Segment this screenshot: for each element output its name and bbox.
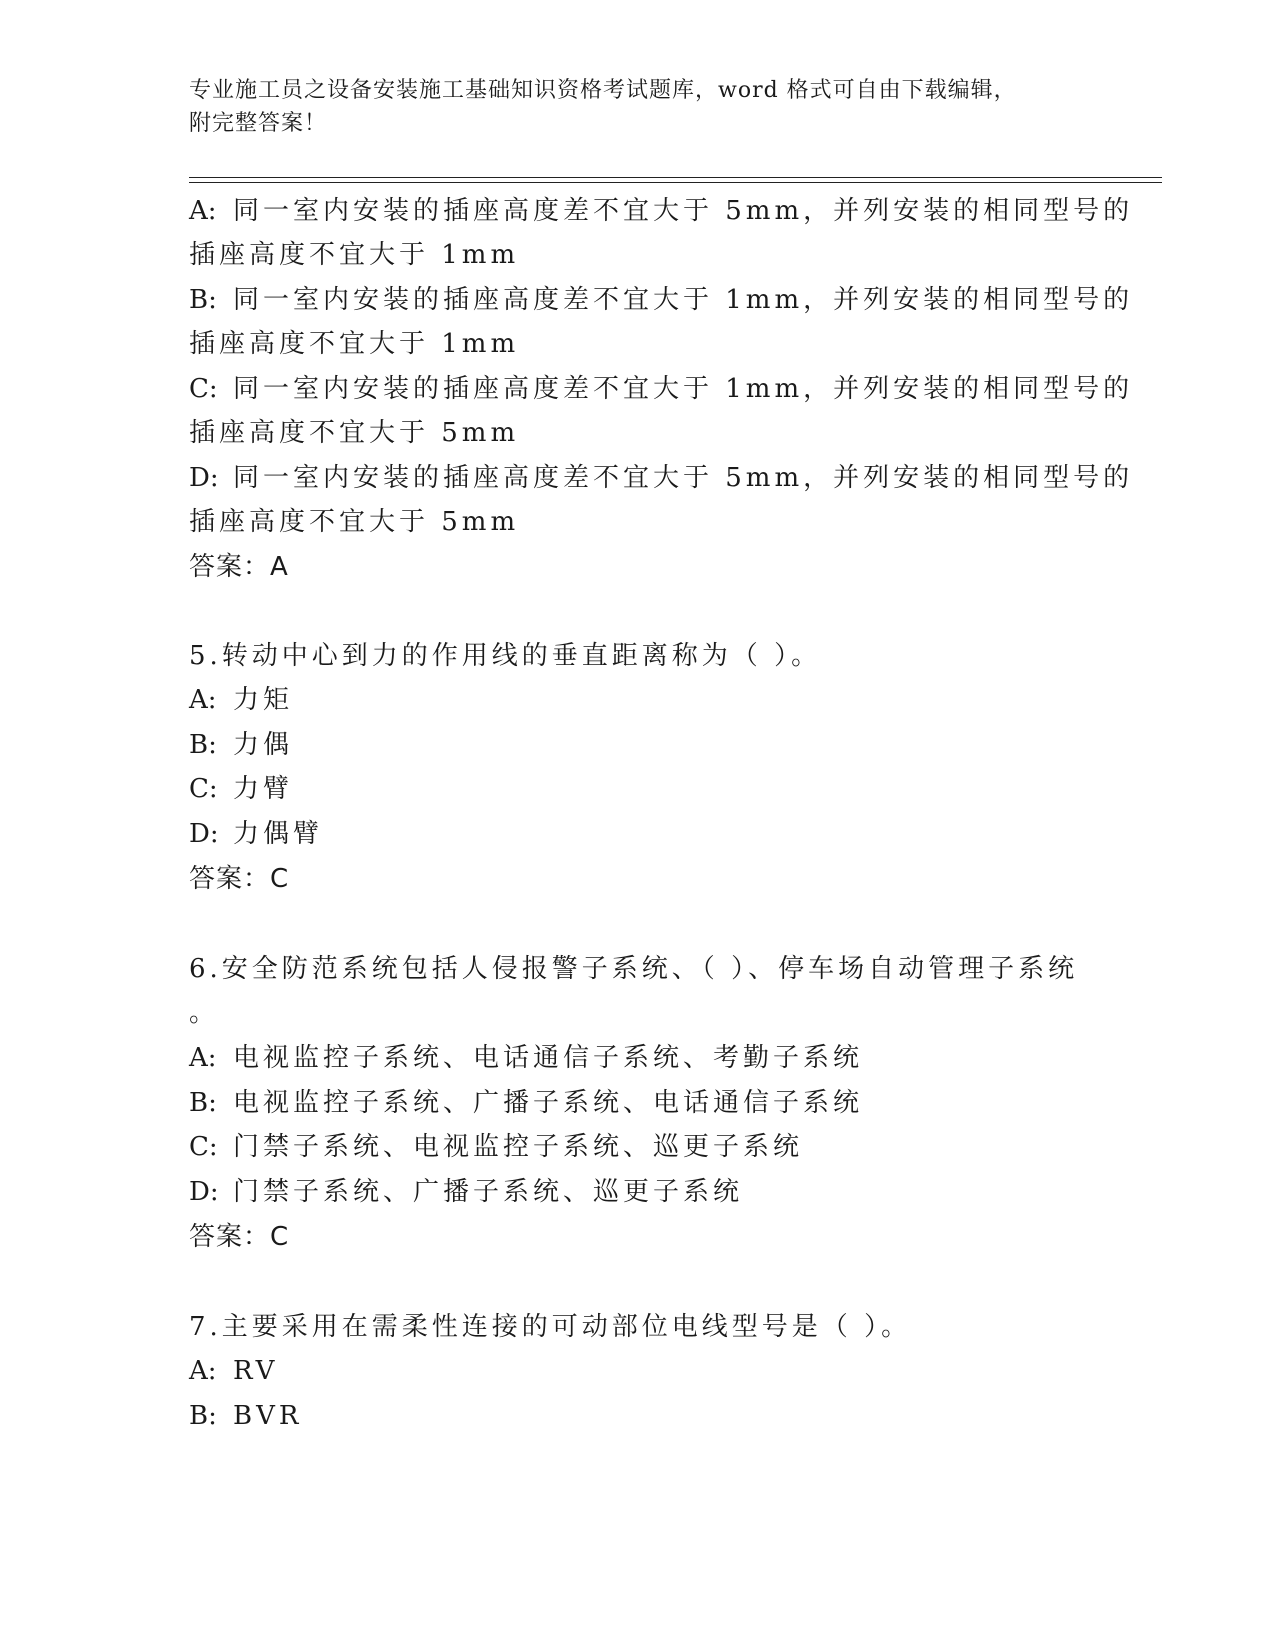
option-text: 电视监控子系统、电话通信子系统、考勤子系统 [233, 1043, 864, 1073]
option-label: D: [189, 1177, 219, 1207]
option-text: 同一室内安装的插座高度差不宜大于 1mm，并列安装的相同型号的 [233, 374, 1134, 404]
option-text: 电视监控子系统、广播子系统、电话通信子系统 [233, 1088, 864, 1118]
option-label: A: [189, 1043, 217, 1073]
option-label: A: [189, 685, 217, 715]
option-text: 力偶 [233, 730, 294, 760]
q7-question: 7.主要采用在需柔性连接的可动部位电线型号是（ ）。 [189, 1312, 912, 1342]
q5-option-c [189, 772, 293, 806]
option-label: A: [189, 196, 217, 226]
q5-answer: 答案：C [189, 864, 290, 894]
q4-option-b-line-1 [189, 283, 1133, 317]
option-label: B: [189, 1401, 217, 1431]
document-header [189, 74, 1089, 140]
q4-option-a-line-2: 插座高度不宜大于 1mm [189, 240, 520, 270]
option-text: 门禁子系统、广播子系统、巡更子系统 [233, 1177, 744, 1207]
q6-question-line-2: 。 [189, 998, 220, 1028]
option-label: C: [189, 1132, 218, 1162]
option-label: D: [189, 819, 219, 849]
header-divider-bottom [189, 182, 1162, 183]
option-text: 同一室内安装的插座高度差不宜大于 5mm，并列安装的相同型号的 [233, 196, 1134, 226]
q6-answer: 答案：C [189, 1222, 290, 1252]
q5-option-d [189, 817, 323, 851]
header-line-2: 附完整答案！ [189, 111, 328, 136]
option-text: 门禁子系统、电视监控子系统、巡更子系统 [233, 1132, 804, 1162]
q5-option-b [189, 728, 293, 762]
q4-option-d-line-1 [189, 461, 1133, 495]
option-label: C: [189, 374, 218, 404]
option-label: A: [189, 1356, 217, 1386]
option-label: B: [189, 1088, 217, 1118]
q6-question-line-1: 6.安全防范系统包括人侵报警子系统、（ ）、停车场自动管理子系统 [189, 954, 1079, 984]
q6-option-d [189, 1175, 743, 1209]
q4-option-b-line-2: 插座高度不宜大于 1mm [189, 329, 520, 359]
q4-option-c-line-1 [189, 372, 1133, 406]
option-label: C: [189, 774, 218, 804]
q6-option-a [189, 1041, 863, 1075]
q4-option-c-line-2: 插座高度不宜大于 5mm [189, 418, 520, 448]
option-label: D: [189, 463, 219, 493]
q5-question: 5.转动中心到力的作用线的垂直距离称为（ ）。 [189, 641, 822, 671]
option-text: RV [233, 1356, 279, 1386]
header-line-1: 专业施工员之设备安装施工基础知识资格考试题库，word 格式可自由下载编辑， [189, 78, 1017, 103]
option-text: 同一室内安装的插座高度差不宜大于 1mm，并列安装的相同型号的 [233, 285, 1134, 315]
option-text: 力臂 [233, 774, 294, 804]
q7-option-a [189, 1354, 278, 1388]
option-text: 力矩 [233, 685, 294, 715]
q4-option-a-line-1 [189, 194, 1133, 228]
option-label: B: [189, 285, 217, 315]
option-text: BVR [233, 1401, 303, 1431]
q4-answer: 答案：A [189, 552, 289, 582]
option-label: B: [189, 730, 217, 760]
header-divider-top [189, 177, 1162, 178]
q5-option-a [189, 683, 293, 717]
q4-option-d-line-2: 插座高度不宜大于 5mm [189, 507, 520, 537]
q6-option-c [189, 1130, 803, 1164]
option-text: 同一室内安装的插座高度差不宜大于 5mm，并列安装的相同型号的 [233, 463, 1134, 493]
q7-option-b [189, 1399, 302, 1433]
q6-option-b [189, 1086, 863, 1120]
option-text: 力偶臂 [233, 819, 324, 849]
